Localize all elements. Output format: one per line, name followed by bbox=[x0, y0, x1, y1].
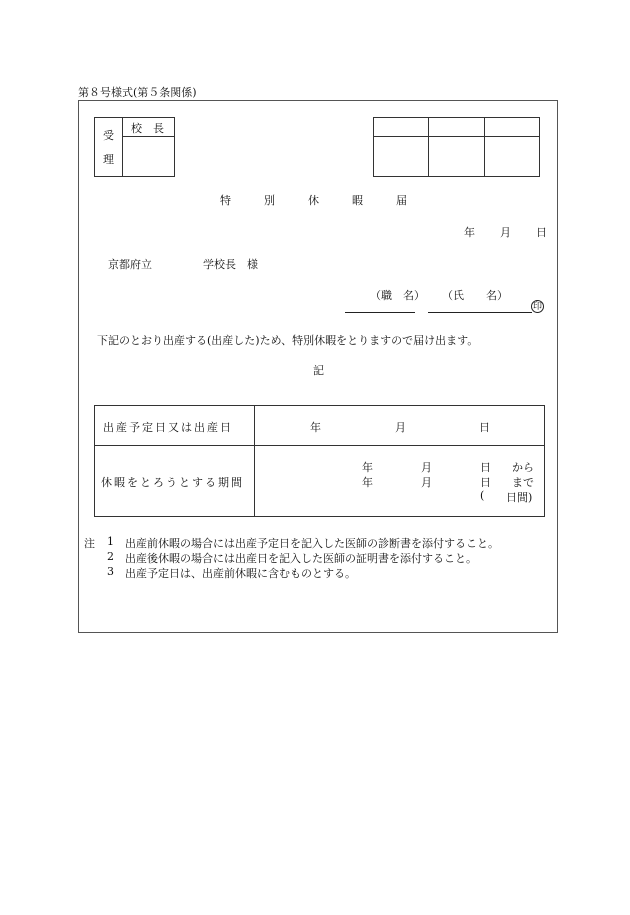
position-underline bbox=[345, 312, 415, 313]
note-num-2: 2 bbox=[107, 550, 114, 563]
approval-row-divider bbox=[373, 136, 540, 137]
ki-label: 記 bbox=[313, 364, 324, 377]
row1-label: 出産予定日又は出産日 bbox=[103, 421, 233, 434]
approval-col-2 bbox=[484, 117, 485, 177]
row2-label: 休暇をとろうとする期間 bbox=[101, 476, 244, 489]
name-underline bbox=[428, 312, 532, 313]
days-close: 日間) bbox=[506, 491, 533, 504]
row1-month: 月 bbox=[395, 421, 406, 434]
from-year: 年 bbox=[362, 461, 373, 474]
principal-label: 校 長 bbox=[131, 122, 164, 135]
date-month: 月 bbox=[500, 226, 511, 239]
days-open: ( bbox=[480, 489, 485, 502]
note-num-1: 1 bbox=[107, 535, 114, 548]
row1-year: 年 bbox=[310, 421, 321, 434]
receipt-label-top: 受 bbox=[103, 129, 114, 142]
note-num-3: 3 bbox=[107, 565, 114, 578]
details-row-divider bbox=[94, 445, 545, 446]
date-year: 年 bbox=[464, 226, 475, 239]
note-text-1: 出産前休暇の場合には出産予定日を記入した医師の診断書を添付すること。 bbox=[125, 537, 499, 550]
to-suffix: まで bbox=[512, 476, 534, 489]
applicant-name: （氏 名） bbox=[442, 289, 508, 302]
from-suffix: から bbox=[512, 461, 534, 474]
receipt-divider bbox=[122, 117, 123, 177]
to-year: 年 bbox=[362, 476, 373, 489]
from-month: 月 bbox=[421, 461, 432, 474]
statement: 下記のとおり出産する(出産した)ため、特別休暇をとりますので届け出ます。 bbox=[97, 334, 479, 347]
approval-grid bbox=[373, 117, 540, 177]
details-col-divider bbox=[254, 405, 255, 517]
approval-col-1 bbox=[428, 117, 429, 177]
applicant-position: （職 名） bbox=[370, 289, 425, 302]
to-day: 日 bbox=[480, 476, 491, 489]
addressee-suffix: 学校長 様 bbox=[203, 258, 258, 271]
row1-day: 日 bbox=[479, 421, 490, 434]
note-text-2: 出産後休暇の場合には出産日を記入した医師の証明書を添付すること。 bbox=[125, 552, 477, 565]
receipt-label-bottom: 理 bbox=[103, 153, 114, 166]
notes-label: 注 bbox=[84, 537, 95, 550]
form-number: 第８号様式(第５条関係) bbox=[78, 86, 197, 99]
receipt-row-divider bbox=[122, 136, 175, 137]
form-title: 特 別 休 暇 届 bbox=[220, 194, 407, 207]
note-text-3: 出産予定日は、出産前休暇に含むものとする。 bbox=[125, 567, 356, 580]
seal-mark: 印 bbox=[532, 302, 542, 312]
to-month: 月 bbox=[421, 476, 432, 489]
from-day: 日 bbox=[480, 461, 491, 474]
addressee-prefix: 京都府立 bbox=[108, 258, 152, 271]
date-day: 日 bbox=[536, 226, 547, 239]
